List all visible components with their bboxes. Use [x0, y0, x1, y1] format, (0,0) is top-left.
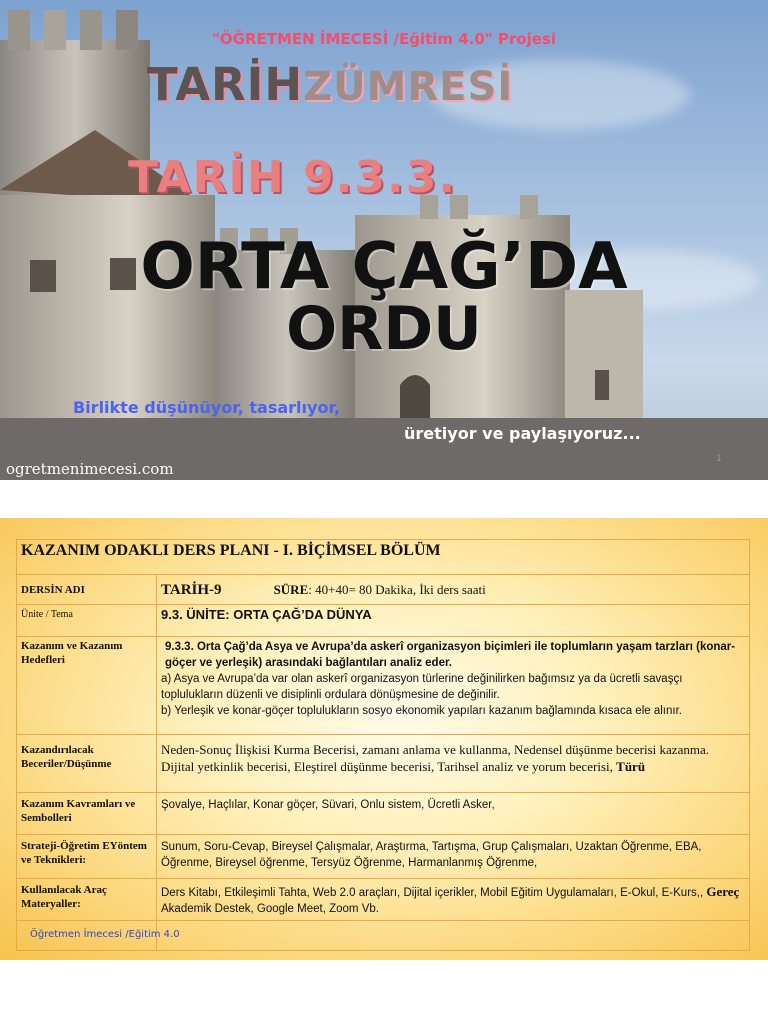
kazanim-label: Kazanım ve Kazanım Hedefleri: [17, 637, 157, 735]
kavramlar-value: Şovalye, Haçlılar, Konar göçer, Süvari, Onlu sistem, Ücretli Asker,: [157, 793, 750, 835]
website-label: ogretmenimecesi.com: [6, 460, 174, 478]
ders-adi-label: DERSİN ADI: [17, 575, 157, 605]
unite-value: 9.3. ÜNİTE: ORTA ÇAĞ’DA DÜNYA: [157, 605, 750, 637]
ders-adi-value: TARİH-9: [161, 582, 222, 598]
topic-title-line1: ORTA ÇAĞ’DA: [140, 230, 628, 304]
beceriler-cell: [157, 735, 750, 793]
motto-line2: üretiyor ve paylaşıyoruz...: [404, 424, 641, 443]
strateji-value: Sunum, Soru-Cevap, Bireysel Çalışmalar, Araştırma, Tartışma, Grup Çalışmaları, Uzaktan Öğrenme, EBA, Öğrenme, Bireysel öğrenme, Tersyüz Öğrenme, Harmanlanmış Öğrenme,: [157, 835, 750, 879]
table-row: [17, 879, 750, 921]
arac-cell: [157, 879, 750, 921]
department-title-tarih: TARİH: [147, 58, 304, 111]
title-slide: [0, 0, 768, 480]
table-row: [17, 835, 750, 879]
plan-title: KAZANIM ODAKLI DERS PLANI - I. BİÇİMSEL BÖLÜM: [17, 540, 750, 575]
strateji-label: Strateji-Öğretim EYöntem ve Teknikleri:: [17, 835, 157, 879]
arac-line2: Akademik Destek, Google Meet, Zoom Vb.: [161, 903, 379, 915]
motto-line1: Birlikte düşünüyor, tasarlıyor,: [73, 398, 341, 417]
lesson-code: TARİH 9.3.3.: [128, 152, 458, 203]
table-row: [17, 793, 750, 835]
lesson-plan-table: [16, 539, 750, 951]
arac-bold: Gereç: [706, 884, 740, 899]
beceriler-value: Neden-Sonuç İlişkisi Kurma Becerisi, zamanı anlama ve kullanma, Nedensel düşünme becerisi kazanma. Dijital yetkinlik becerisi, Eleştirel düşünme becerisi, Tarihsel analiz ve yorum becerisi,: [161, 742, 709, 774]
table-row: [17, 575, 750, 605]
topic-title-line2: ORDU: [286, 294, 482, 364]
unite-label: Ünite / Tema: [17, 605, 157, 637]
kazanim-cell: [157, 637, 750, 735]
slide-footer: Öğretmen İmecesi /Eğitim 4.0: [30, 929, 180, 940]
table-row: [17, 735, 750, 793]
ders-adi-cell: [157, 575, 750, 605]
beceriler-bold: Türü: [616, 759, 646, 774]
kazanim-main: 9.3.3. Orta Çağ’da Asya ve Avrupa’da askerî organizasyon biçimleri ile toplumların yaşam tarzları (konar-göçer ve yerleşik) arasındaki bağlantıları analiz eder.: [165, 641, 736, 669]
sure-label: SÜRE: [273, 582, 309, 597]
slide-number: 1: [716, 454, 722, 464]
department-title: [147, 58, 513, 111]
empty-cell: [157, 921, 750, 951]
arac-value: Ders Kitabı, Etkileşimli Tahta, Web 2.0 araçları, Dijital içerikler, Mobil Eğitim Uygulamaları, E-Okul, E-Kurs,,: [161, 887, 704, 899]
department-title-zumresi: ZÜMRESİ: [303, 64, 514, 110]
beceriler-label: Kazandırılacak Beceriler/Düşünme: [17, 735, 157, 793]
table-row: [17, 637, 750, 735]
kazanim-a: a) Asya ve Avrupa’da var olan askerî organizasyon türlerine değinilirken bağımsız ya da ücretli savaşçı toplulukların düzenli ve disiplinli ordulara dönüşmesine de değinilir.: [161, 673, 683, 701]
project-title: "ÖĞRETMEN İMECESİ /Eğitim 4.0" Projesi: [212, 30, 556, 48]
arac-label: Kullanılacak Araç Materyaller:: [17, 879, 157, 921]
table-row: [17, 605, 750, 637]
sure-value: : 40+40= 80 Dakika, İki ders saati: [308, 582, 486, 597]
lesson-plan-slide: [0, 518, 768, 960]
kazanim-b: b) Yerleşik ve konar-göçer toplulukların sosyo ekonomik yapıları kazanım bağlamında kısaca ele alınır.: [161, 705, 682, 717]
kavramlar-label: Kazanım Kavramları ve Sembolleri: [17, 793, 157, 835]
